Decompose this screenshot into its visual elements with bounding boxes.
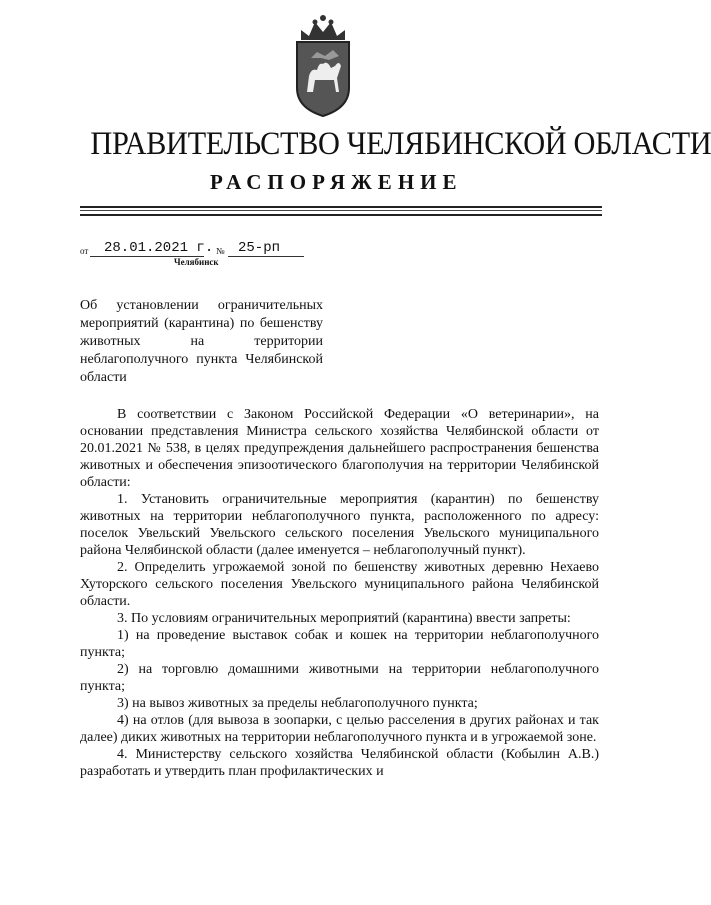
document-type: РАСПОРЯЖЕНИЕ: [210, 170, 463, 194]
clause-3-item-2: 2) на торговлю домашними животными на территории неблагополучного пункта;: [80, 662, 599, 694]
clause-3: 3. По условиям ограничительных мероприятий (карантина) ввести запреты:: [117, 611, 571, 626]
clause-3-item-3: 3) на вывоз животных за пределы неблагополучного пункта;: [117, 696, 478, 711]
number-sign: №: [216, 246, 225, 256]
document-number: 25-рп: [238, 240, 281, 256]
clause-3-item-4: 4) на отлов (для вывоза в зоопарки, с целью расселения в других районах и так далее) диких животных на территории неблагополучного пункта и в угрожаемой зоне.: [80, 713, 599, 745]
issue-city: Челябинск: [174, 257, 219, 267]
government-title: ПРАВИТЕЛЬСТВО ЧЕЛЯБИНСКОЙ ОБЛАСТИ: [90, 126, 711, 162]
date-prefix: от: [80, 246, 89, 256]
clause-1: 1. Установить ограничительные мероприятия (карантин) по бешенству животных на территории неблагополучного пункта, расположенного по адресу: поселок Увельский Увельского сельского поселения Увельского муниципального района Челябинской области (далее именуется – неблагополучный пункт).: [80, 492, 599, 558]
preamble-paragraph: В соответствии с Законом Российской Федерации «О ветеринарии», на основании представления Министра сельского хозяйства Челябинской области от 20.01.2021 № 538, в целях предупреждения дальнейшего распространения бешенства животных и обеспечения эпизоотического благополучия на территории Челябинской области:: [80, 407, 599, 490]
document-date: 28.01.2021 г.: [104, 240, 214, 256]
header-divider-middle: [80, 210, 602, 211]
coat-of-arms-emblem: [291, 12, 355, 120]
header-divider-top: [80, 206, 602, 208]
number-underline: [228, 256, 304, 257]
clause-4: 4. Министерству сельского хозяйства Челябинской области (Кобылин А.В.) разработать и утвердить план профилактических и: [80, 747, 599, 779]
document-body: [80, 406, 599, 780]
clause-2: 2. Определить угрожаемой зоной по бешенству животных деревню Нехаево Хуторского сельского поселения Увельского муниципального района Челябинской области.: [80, 560, 599, 609]
clause-3-item-1: 1) на проведение выставок собак и кошек на территории неблагополучного пункта;: [80, 628, 599, 660]
document-subject: Об установлении ограничительных мероприятий (карантина) по бешенству животных на территории неблагополучного пункта Челябинской области: [80, 298, 323, 385]
header-divider-bottom: [80, 214, 602, 216]
